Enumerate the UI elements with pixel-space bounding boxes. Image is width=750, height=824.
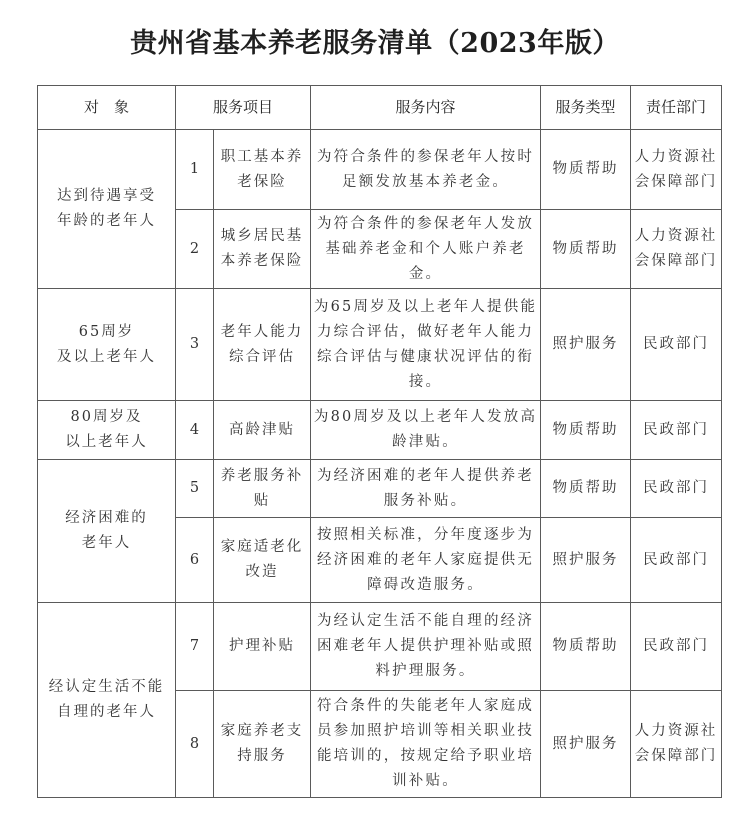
object-line: 65周岁 <box>78 323 135 340</box>
service-content: 为经济困难的老年人提供养老服务补贴。 <box>311 460 541 518</box>
object-line: 80周岁及 <box>70 409 143 425</box>
object-line: 以上老年人 <box>65 434 148 450</box>
service-type: 照护服务 <box>541 518 631 603</box>
service-content: 为符合条件的参保老年人按时足额发放基本养老金。 <box>311 130 541 210</box>
object-cell <box>38 603 176 798</box>
service-item: 职工基本养老保险 <box>214 130 311 210</box>
service-item: 护理补贴 <box>214 603 311 691</box>
object-line: 经济困难的 <box>65 510 148 526</box>
responsible-dept: 民政部门 <box>631 518 722 603</box>
header-service-type: 服务类型 <box>541 86 631 130</box>
service-content: 为80周岁及以上老年人发放高龄津贴。 <box>311 401 541 460</box>
service-content: 按照相关标准，分年度逐步为经济困难的老年人家庭提供无障碍改造服务。 <box>311 518 541 603</box>
object-line: 经认定生活不能 <box>48 679 165 695</box>
service-type: 物质帮助 <box>541 130 631 210</box>
object-line: 年龄的老年人 <box>57 213 156 229</box>
table-row <box>38 603 722 691</box>
table-row <box>38 289 722 401</box>
responsible-dept: 民政部门 <box>631 289 722 401</box>
table-header-row <box>38 86 722 130</box>
table-row <box>38 130 722 210</box>
service-type: 物质帮助 <box>541 401 631 460</box>
responsible-dept: 民政部门 <box>631 603 722 691</box>
row-number: 1 <box>176 130 214 210</box>
table-row <box>38 401 722 460</box>
responsible-dept: 民政部门 <box>631 401 722 460</box>
service-item: 家庭适老化改造 <box>214 518 311 603</box>
document-title: 贵州省基本养老服务清单（2023年版） <box>130 28 620 59</box>
header-responsible-dept: 责任部门 <box>631 86 722 130</box>
service-type: 物质帮助 <box>541 460 631 518</box>
row-number: 2 <box>176 210 214 289</box>
service-item: 城乡居民基本养老保险 <box>214 210 311 289</box>
service-item: 家庭养老支持服务 <box>214 691 311 798</box>
responsible-dept: 人力资源社会保障部门 <box>631 130 722 210</box>
service-type: 照护服务 <box>541 691 631 798</box>
responsible-dept: 民政部门 <box>631 460 722 518</box>
row-number: 3 <box>176 289 214 401</box>
object-cell <box>38 289 176 401</box>
service-item: 老年人能力综合评估 <box>214 289 311 401</box>
service-item: 养老服务补贴 <box>214 460 311 518</box>
service-content: 为65周岁及以上老年人提供能力综合评估，做好老年人能力综合评估与健康状况评估的衔接。 <box>311 289 541 401</box>
object-line: 老年人 <box>81 535 132 551</box>
service-type: 物质帮助 <box>541 210 631 289</box>
table-row <box>38 460 722 518</box>
service-type: 物质帮助 <box>541 603 631 691</box>
row-number: 4 <box>176 401 214 460</box>
row-number: 7 <box>176 603 214 691</box>
object-line: 及以上老年人 <box>57 348 156 365</box>
object-cell <box>38 401 176 460</box>
row-number: 5 <box>176 460 214 518</box>
header-service-content: 服务内容 <box>311 86 541 130</box>
service-item: 高龄津贴 <box>214 401 311 460</box>
object-cell <box>38 130 176 289</box>
row-number: 8 <box>176 691 214 798</box>
service-type: 照护服务 <box>541 289 631 401</box>
service-content: 为经认定生活不能自理的经济困难老年人提供护理补贴或照料护理服务。 <box>311 603 541 691</box>
service-content: 为符合条件的参保老年人发放基础养老金和个人账户养老金。 <box>311 210 541 289</box>
responsible-dept: 人力资源社会保障部门 <box>631 210 722 289</box>
responsible-dept: 人力资源社会保障部门 <box>631 691 722 798</box>
object-line: 自理的老年人 <box>57 704 156 720</box>
object-line: 达到待遇享受 <box>57 188 156 204</box>
object-cell <box>38 460 176 603</box>
header-service-item: 服务项目 <box>176 86 311 130</box>
row-number: 6 <box>176 518 214 603</box>
elderly-service-table <box>37 85 722 798</box>
header-object: 对 象 <box>38 86 176 130</box>
service-content: 符合条件的失能老年人家庭成员参加照护培训等相关职业技能培训的，按规定给予职业培训补贴。 <box>311 691 541 798</box>
